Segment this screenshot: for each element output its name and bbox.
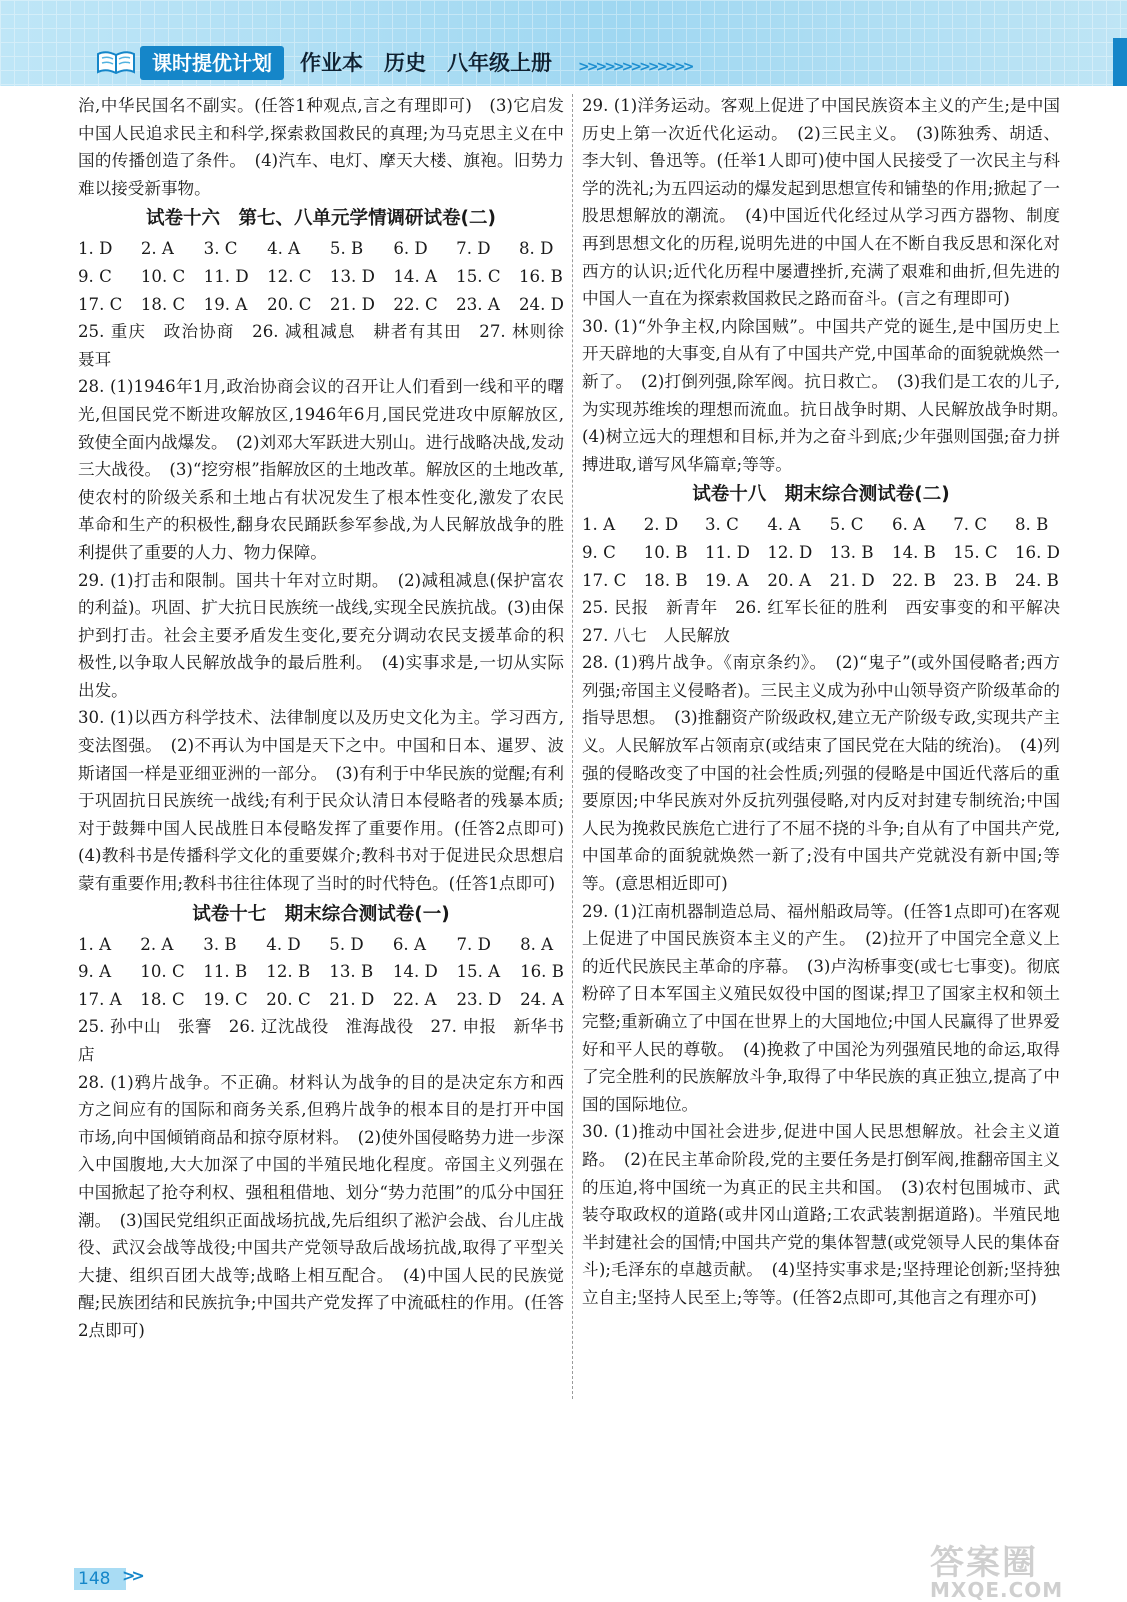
choice-answer: 21. D [329, 989, 375, 1009]
choice-answer: 16. B [518, 266, 563, 286]
page-chevron-icon: >> [122, 1566, 141, 1585]
choice-answer: 4. A [267, 239, 301, 259]
answer-paragraph: 30. (1)推动中国社会进步,促进中国人民思想解放。社会主义道路。 (2)在民主革命阶段,党的主要任务是打倒军阀,推翻帝国主义的压迫,将中国统一为真正的民主共和国。 (3)农村包围城市、武装夺取政权的道路(或井冈山道路;工农武装割据道路)。半殖民地半封建社会的国情;中国共产党的集体智慧(或党领导人民的集体奋斗);毛泽东的卓越贡献。 (4)坚持实事求是;坚持理论创新;坚持独立自主;坚持人民至上;等等。(任答2点即可,其他言之有理亦可) [582, 1122, 1060, 1307]
choice-answer: 14. D [392, 962, 438, 982]
choice-answer: 18. B [643, 570, 688, 590]
choice-answer: 19. A [704, 570, 749, 590]
left-column [78, 92, 581, 1345]
choice-answer: 1. A [582, 515, 616, 535]
answer-paragraph: 29. (1)江南机器制造总局、福州船政局等。(任答1点即可)在客观上促进了中国民族资本主义的产生。 (2)拉开了中国完全意义上的近代民族民主革命的序幕。 (3)卢沟桥事变(或七七事变)。彻底粉碎了日本军国主义殖民奴役中国的图谋;捍卫了国家主权和领土完整;重新确立了中国在世界上的大国地位;中国人民赢得了世界爱好和平人民的尊敬。 (4)挽救了中国沦为列强殖民地的命运,取得了完全胜利的民族解放斗争,取得了中华民族的真正独立,提高了中国的国际地位。 [582, 901, 1060, 1114]
watermark-logo [930, 1535, 1110, 1602]
choice-answer: 18. C [140, 294, 186, 314]
choice-answer: 22. C [393, 294, 438, 314]
choice-answer: 7. D [456, 934, 491, 954]
choice-answer: 2. D [643, 515, 679, 535]
book-icon [96, 48, 136, 74]
page-number: 148 [74, 1568, 126, 1590]
answer-paragraph: 30. (1)以西方科学技术、法律制度以及历史文化为主。学习西方,变法图强。 (2)不再认为中国是天下之中。中国和日本、暹罗、波斯诸国一样是亚细亚洲的一部分。 (3)有利于中华民族的觉醒;有利于巩固抗日民族统一战线;有利于民众认清日本侵略者的残暴本质;对于鼓舞中国人民战胜日本侵略发挥了重要作用。(任答2点即可) (4)教科书是传播科学文化的重要媒介;教科书对于促进民众思想启蒙有重要作用;教科书往往体现了当时的时代特色。(任答1点即可) [78, 708, 581, 894]
choice-answer: 6. D [393, 239, 428, 259]
watermark-text: 答案圈 [930, 1543, 1038, 1583]
choice-answer: 23. A [456, 294, 500, 314]
answer-paragraph: 25. 民报 新青年 26. 红军长征的胜利 西安事变的和平解决 27. 八七 人民解放 [582, 598, 1077, 645]
answer-paragraph: 25. 孙中山 张謇 26. 辽沈战役 淮海战役 27. 申报 新华书店 [78, 1017, 564, 1064]
choice-answer: 15. C [953, 542, 998, 562]
choice-answer: 9. C [78, 266, 112, 286]
answer-paragraph: 28. (1)鸦片战争。《南京条约》。 (2)“鬼子”(或外国侵略者;西方列强;帝国主义侵略者)。三民主义成为孙中山领导资产阶级革命的指导思想。 (3)推翻资产阶级政权,建立无产阶级专政,实现共产主义。人民解放军占领南京(或结束了国民党在大陆的统治)。 (4)列强的侵略改变了中国的社会性质;列强的侵略是中国近代落后的重要原因;中华民族对外反抗列强侵略,对内反对封建专制统治;中国人民为挽救民族危亡进行了不屈不挠的斗争;自从有了中国共产党,中国革命的面貌就焕然一新了;没有中国共产党就没有新中国;等等。(意思相近即可) [582, 653, 1060, 894]
choice-answer: 11. B [203, 962, 248, 982]
choice-answer: 13. D [329, 266, 375, 286]
book-title: 作业本 历史 八年级上册 [300, 51, 552, 75]
choice-answer: 10. C [140, 962, 185, 982]
choice-answer: 19. A [203, 294, 248, 314]
watermark-url: MXQE.COM [930, 1578, 1064, 1602]
answer-paragraph: 29. (1)洋务运动。客观上促进了中国民族资本主义的产生;是中国历史上第一次近代化运动。 (2)三民主义。 (3)陈独秀、胡适、李大钊、鲁迅等。(任举1人即可)使中国人民接受了一次民主与科学的洗礼;为五四运动的爆发起到思想宣传和铺垫的作用;掀起了一股思想解放的潮流。 (4)中国近代化经过从学习西方器物、制度再到思想文化的历程,说明先进的中国人在不断自我反思和深化对西方的认识;近代化历程中屡遭挫折,充满了艰难和曲折,但先进的中国人一直在为探索救国救民之路而奋斗。(言之有理即可) [582, 96, 1060, 309]
choice-answer: 11. D [203, 266, 249, 286]
choice-answer: 12. C [267, 266, 312, 286]
arrow-chevrons-icon: >>>>>>>>>>>>> [578, 59, 692, 75]
choice-answer: 8. D [518, 239, 554, 259]
choice-answer: 20. A [767, 570, 811, 590]
answer-paragraph: 28. (1)1946年1月,政治协商会议的召开让人们看到一线和平的曙光,但国民党不断进攻解放区,1946年6月,国民党进攻中原解放区,致使全面内战爆发。 (2)刘邓大军跃进大别山。进行战略决战,发动三大战役。 (3)“挖穷根”指解放区的土地改革。解放区的土地改革,使农村的阶级关系和土地占有状况发生了根本性变化,激发了农民革命和生产的积极性,翻身农民踊跃参军参战,为人民解放战争的胜利提供了重要的人力、物力保障。 [78, 377, 564, 562]
choice-answer: 8. B [1015, 515, 1049, 535]
choice-answer: 2. A [140, 239, 174, 259]
choice-answer: 5. D [329, 934, 364, 954]
answer-paragraph: 25. 重庆 政治协商 26. 减租减息 耕者有其田 27. 林则徐 聂耳 [78, 322, 581, 369]
choice-answer: 15. A [456, 962, 501, 982]
choice-answer: 20. C [266, 989, 311, 1009]
choice-answer: 3. B [203, 934, 237, 954]
choice-answer: 24. D [518, 294, 564, 314]
choice-answer: 24. B [1015, 570, 1059, 590]
choice-answer: 5. C [829, 515, 864, 535]
choice-answer: 21. D [829, 570, 875, 590]
choice-answer: 14. B [892, 542, 936, 562]
choice-answer: 4. D [266, 934, 301, 954]
choice-answer: 7. D [456, 239, 491, 259]
choice-answer: 13. B [829, 542, 874, 562]
choice-answer: 12. B [266, 962, 311, 982]
choice-answer: 17. C [582, 570, 627, 590]
choice-answer: 4. A [767, 515, 801, 535]
choice-answer: 3. C [203, 239, 238, 259]
choice-answer: 13. B [329, 962, 374, 982]
choice-answer: 16. D [1015, 542, 1060, 562]
choice-answer: 1. A [78, 934, 112, 954]
choice-answer: 23. B [953, 570, 998, 590]
section-title-18: 试卷十八 期末综合测试卷(二) [692, 484, 950, 506]
choice-answers-18 [582, 511, 1060, 594]
answer-paragraph: 治,中华民国名不副实。(任答1种观点,言之有理即可) (3)它启发中国人民追求民主和科学,探索救国救民的真理;为马克思主义在中国的传播创造了条件。 (4)汽车、电灯、摩天大楼、旗袍。旧势力难以接受新事物。 [78, 96, 564, 198]
choice-answer: 12. D [767, 542, 813, 562]
choice-answers-17 [78, 931, 564, 1014]
choice-answer: 22. A [392, 989, 437, 1009]
choice-answer: 3. C [704, 515, 739, 535]
choice-answer: 17. C [78, 294, 123, 314]
page-header [0, 0, 1127, 86]
answer-paragraph: 29. (1)打击和限制。国共十年对立时期。 (2)减租减息(保护富农的利益)。巩固、扩大抗日民族统一战线,实现全民族抗战。(3)由保护到打击。社会主要矛盾发生变化,要充分调动农民支援革命的积极性,以争取人民解放战争的最后胜利。 (4)实事求是,一切从实际出发。 [78, 570, 564, 700]
choice-answer: 16. B [520, 962, 564, 982]
choice-answer: 21. D [329, 294, 375, 314]
series-brand: 课时提优计划 [140, 46, 284, 80]
choice-answer: 19. C [203, 989, 248, 1009]
section-title-16: 试卷十六 第七、八单元学情调研试卷(二) [146, 208, 496, 230]
edge-tab [1113, 38, 1127, 86]
choice-answer: 10. C [140, 266, 186, 286]
answer-paragraph: 30. (1)“外争主权,内除国贼”。中国共产党的诞生,是中国历史上开天辟地的大事变,自从有了中国共产党,中国革命的面貌就焕然一新了。 (2)打倒列强,除军阀。抗日救亡。 (3)我们是工农的儿子,为实现苏维埃的理想而流血。抗日战争时期、人民解放战争时期。 (4)树立远大的理想和目标,并为之奋斗到底;少年强则国强;奋力拼搏进取,谱写风华篇章;等等。 [582, 316, 1077, 474]
answer-paragraph: 28. (1)鸦片战争。不正确。材料认为战争的目的是决定东方和西方之间应有的国际和商务关系,但鸦片战争的根本目的是打开中国市场,向中国倾销商品和掠夺原材料。 (2)使外国侵略势力进一步深入中国腹地,大大加深了中国的半殖民地化程度。帝国主义列强在中国掀起了抢夺利权、强租租借地、划分“势力范围”的瓜分中国狂潮。 (3)国民党组织正面战场抗战,先后组织了淞沪会战、台儿庄战役、武汉会战等战役;中国共产党领导敌后战场抗战,取得了平型关大捷、组织百团大战等;战略上相互配合。 (4)中国人民的民族觉醒;民族团结和民族抗争;中国共产党发挥了中流砥柱的作用。(任答2点即可) [78, 1072, 564, 1340]
choice-answer: 18. C [140, 989, 185, 1009]
choice-answer: 20. C [267, 294, 312, 314]
right-column [582, 92, 1077, 1312]
choice-answer: 22. B [892, 570, 936, 590]
column-divider [572, 94, 573, 1399]
choice-answer: 8. A [520, 934, 554, 954]
choice-answer: 7. C [953, 515, 988, 535]
choice-answer: 1. D [78, 239, 113, 259]
choice-answer: 9. C [582, 542, 616, 562]
choice-answers-16 [78, 235, 564, 318]
section-title-17: 试卷十七 期末综合测试卷(一) [192, 903, 450, 925]
choice-answer: 6. A [392, 934, 426, 954]
choice-answer: 2. A [140, 934, 174, 954]
choice-answer: 11. D [704, 542, 750, 562]
choice-answer: 24. A [520, 989, 564, 1009]
choice-answer: 15. C [456, 266, 501, 286]
choice-answer: 9. A [78, 962, 112, 982]
choice-answer: 14. A [393, 266, 437, 286]
choice-answer: 5. B [329, 239, 364, 259]
choice-answer: 10. B [643, 542, 688, 562]
choice-answer: 6. A [892, 515, 926, 535]
choice-answer: 23. D [456, 989, 502, 1009]
choice-answer: 17. A [78, 989, 122, 1009]
